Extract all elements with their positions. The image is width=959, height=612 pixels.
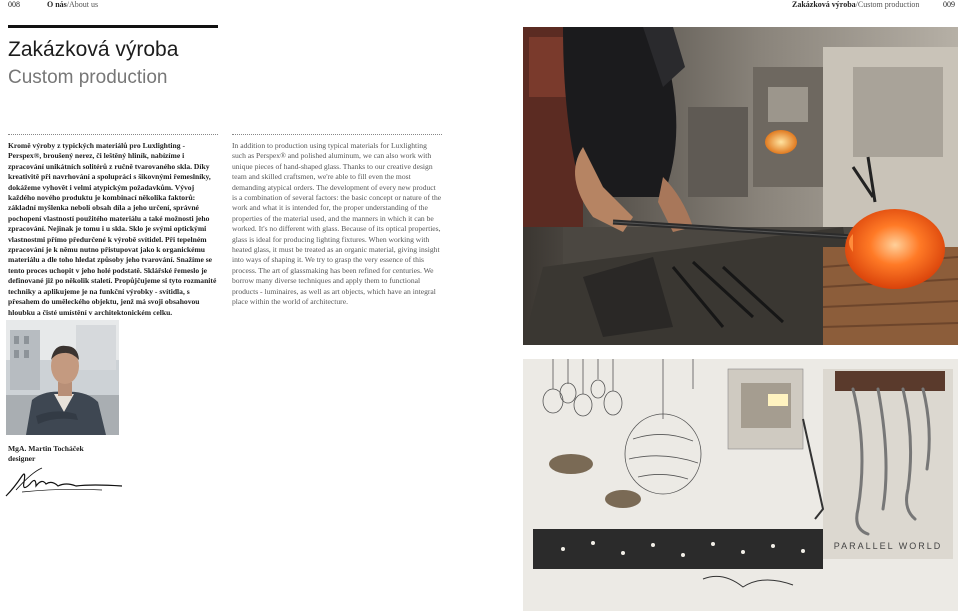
designer-caption <box>8 444 84 464</box>
portrait-graphic <box>6 320 119 435</box>
glassblowing-graphic <box>523 27 958 345</box>
title-czech: Zakázková výroba <box>8 38 179 61</box>
header-sub-left: About us <box>69 0 99 9</box>
sketch-graphic <box>523 359 958 611</box>
designer-portrait <box>6 320 119 435</box>
page-number-left: 008 <box>8 0 20 9</box>
sketch-label: PARALLEL WORLD <box>833 541 943 551</box>
signature-graphic <box>2 462 127 502</box>
sketch-collage <box>523 359 958 611</box>
header-sub-right: Custom production <box>857 0 920 9</box>
designer-name: MgA. Martin Tocháček <box>8 444 84 453</box>
running-header-left: O nás/About us <box>47 0 99 9</box>
body-text-english: In addition to production using typical materials for Luxlighting such as Perspex® and polished aluminum, we can also work with unique pieces of hand-shaped glass. Thanks to our creative design team and skilled craftsmen, we're able to fill even the most demanding atypical orders. The development of every new product is a combination of several factors: the basic concept or nature of the work and what it is intended for, the proper understanding of the properties of the material used, and the manners in which it can be worked. It's no different with glass. Because of its optical properties, glass is ideal for producing lighting fixtures. When working with heated glass, it must be treated as an organic material, giving insight into ways of shaping it. We try to grasp the very essence of this process. The art of glassmaking has been refined for centuries. We borrow many diverse techniques and apply them to functional products - luminaires, as well as art objects, which have an integral place within the world of architecture. <box>232 141 442 307</box>
header-section-left: O nás <box>47 0 67 9</box>
title-rule <box>8 25 218 28</box>
page-number-right: 009 <box>943 0 955 9</box>
running-header-right: Zakázková výroba/Custom production <box>792 0 920 9</box>
designer-role: designer <box>8 454 36 463</box>
body-text-czech: Kromě výroby z typických materiálů pro Luxlighting - Perspex®, broušený nerez, či leštěný hliník, nabízíme i zpracování unikátních solitérů z ručně tvarovaného skla. Díky kreativitě při navrhování a spolupráci s šikovnými řemeslníky, dokážeme vyhovět i velmi atypickým požadavkům. Vývoj každého nového produktu je kombinací několika faktorů: základní myšlenka neboli obsah díla a jeho určení, správné pochopení vlastností použitého materiálu a také možnosti jeho zpracování. Nejinak je tomu i u skla. Sklo je svými optickými vlastnostmi přímo předurčené k výrobě svítidel. Při tepelném zpracování je k němu nutno přistupovat jako k organickému materiálu a dle toho hledat způsoby jeho tvarování. Snažíme se tento proces uchopit v jeho holé podstatě. Sklářské řemeslo je definované již po několik staletí. Propůjčujeme si tyto rozmanité techniky a aplikujeme je na funkční výrobky - svítidla, s přesahem do uměleckého objektu, jenž má svoji obsahovou hloubku a čisté umístění v architektonickém celku. <box>8 141 217 317</box>
glassblowing-photo <box>523 27 958 345</box>
dotted-rule-right <box>232 134 442 135</box>
header-section-right: Zakázková výroba <box>792 0 856 9</box>
title-english: Custom production <box>8 67 168 88</box>
dotted-rule-left <box>8 134 218 135</box>
